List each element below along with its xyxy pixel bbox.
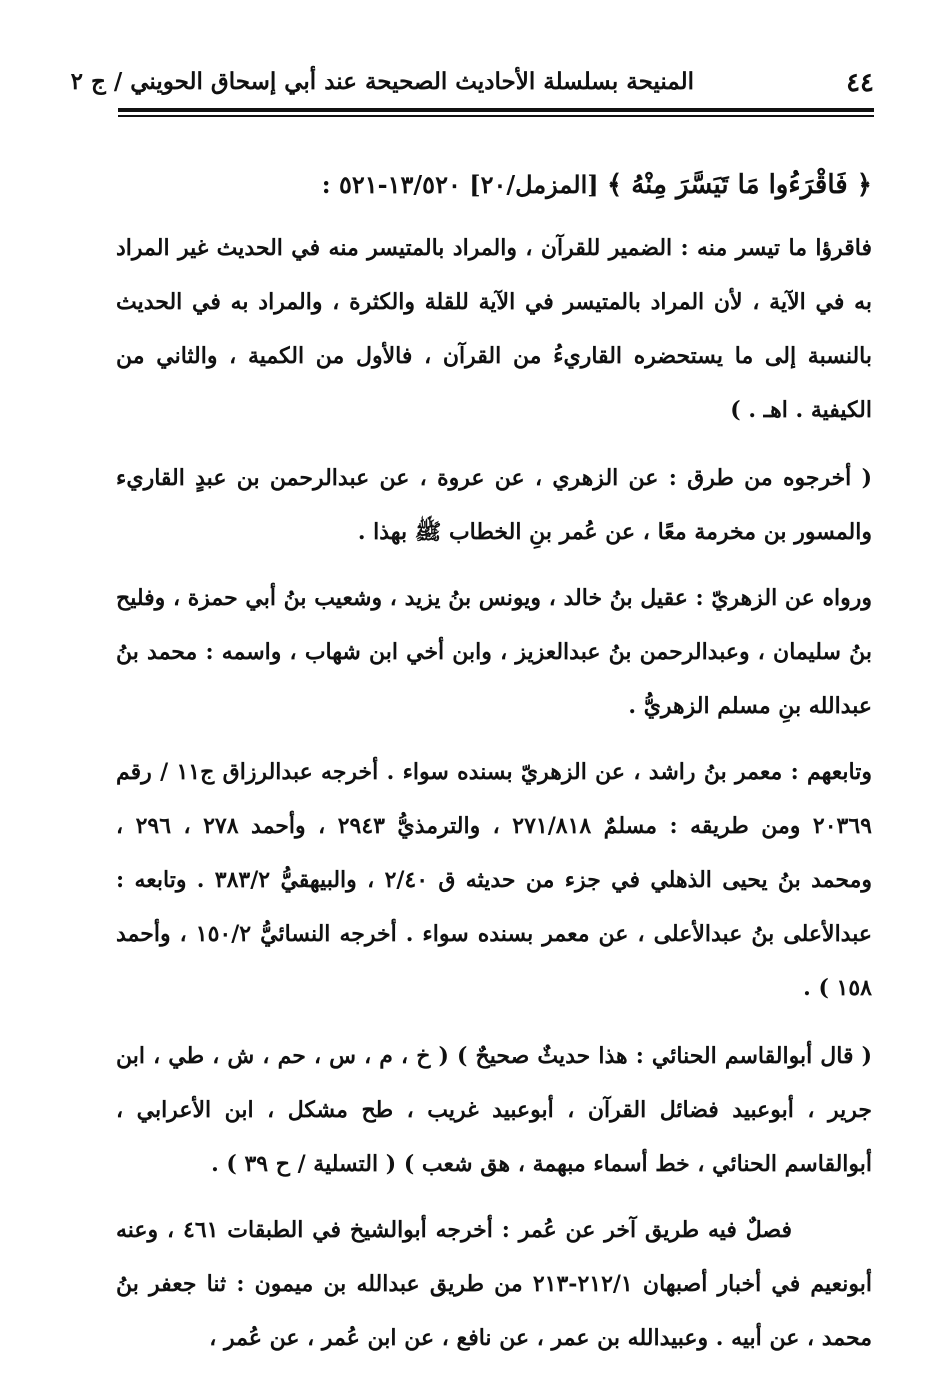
verse-reference: [المزمل/٢٠] ١٣/٥٢٠-٥٢١ :	[321, 170, 599, 199]
fasl-paragraph: فصلٌ فيه طريق آخر عن عُمر : أخرجه أبوالشيخ في الطبقات ٤٦١ ، وعنه أبونعيم في أخبار أصبهان ٢١٢/١-٢١٣ من طريق عبدالله بن ميمون : ثنا جعفر بنُ محمد ، عن أبيه . وعبيدالله بن عمر ، عن نافع ، عن ابن عُمر ، عن عُمر ،	[116, 1217, 873, 1351]
page-number: ٤٤	[846, 68, 874, 98]
page-body	[116, 163, 872, 1379]
commentary-paragraph: فاقرؤا ما تيسر منه : الضمير للقرآن ، والمراد بالمتيسر منه في الحديث غير المراد به في الآية ، لأن المراد بالمتيسر في الآية للقلة والكثرة ، والمراد به في الحديث بالنسبة إلى ما يستحضره القاريءُ من القرآن ، فالأول من الكمية ، والثاني من الكيفية . اهـ . )	[116, 235, 873, 423]
takhrij-paragraph: ( أخرجوه من طرق : عن الزهري ، عن عروة ، عن عبدالرحمن بن عبدٍ القاريء والمسور بن مخرمة معًا ، عن عُمر بنِ الخطاب ﷺ بهذا .	[116, 465, 872, 545]
narrators-paragraph: ورواه عن الزهريّ : عقيل بنُ خالد ، ويونس بنُ يزيد ، وشعيب بنُ أبي حمزة ، وفليح بنُ سليمان ، وعبدالرحمن بنُ عبدالعزيز ، وابن أخي ابن شهاب ، واسمه : محمد بنُ عبدالله بنِ مسلم الزهريُّ .	[116, 585, 873, 719]
header-rule-thick	[118, 108, 874, 112]
running-title: المنيحة بسلسلة الأحاديث الصحيحة عند أبي إسحاق الحويني / ج ٢	[70, 68, 694, 95]
quran-verse: ﴿ فَاقْرَءُوا مَا تَيَسَّرَ مِنْهُ ﴾	[606, 170, 872, 200]
grading-paragraph: ( قال أبوالقاسم الحنائي : هذا حديثٌ صحيحٌ ) ( خ ، م ، س ، حم ، ش ، طي ، ابن جرير ، أبوعبيد فضائل القرآن ، أبوعبيد غريب ، طح مشكل ، ابن الأعرابي ، أبوالقاسم الحنائي ، خط أسماء مبهمة ، هق شعب ) ( التسلية / ح ٣٩ ) .	[116, 1043, 872, 1177]
verse-heading	[116, 163, 872, 207]
page-header	[70, 62, 874, 102]
mutabaat-paragraph: وتابعهم : معمر بنُ راشد ، عن الزهريّ بسنده سواء . أخرجه عبدالرزاق ج١١ / رقم ٢٠٣٦٩ ومن طريقه : مسلمٌ ٢٧١/٨١٨ ، والترمذيُّ ٢٩٤٣ ، وأحمد ٢٧٨ ، ٢٩٦ ، ومحمد بنُ يحيى الذهلي في جزء من حديثه ق ٢/٤٠ ، والبيهقيُّ ٣٨٣/٢ . وتابعه : عبدالأعلى بنُ عبدالأعلى ، عن معمر بسنده سواء . أخرجه النسائيُّ ١٥٠/٢ ، وأحمد ١٥٨ ) .	[116, 759, 872, 1001]
header-rule-thin	[118, 115, 874, 117]
